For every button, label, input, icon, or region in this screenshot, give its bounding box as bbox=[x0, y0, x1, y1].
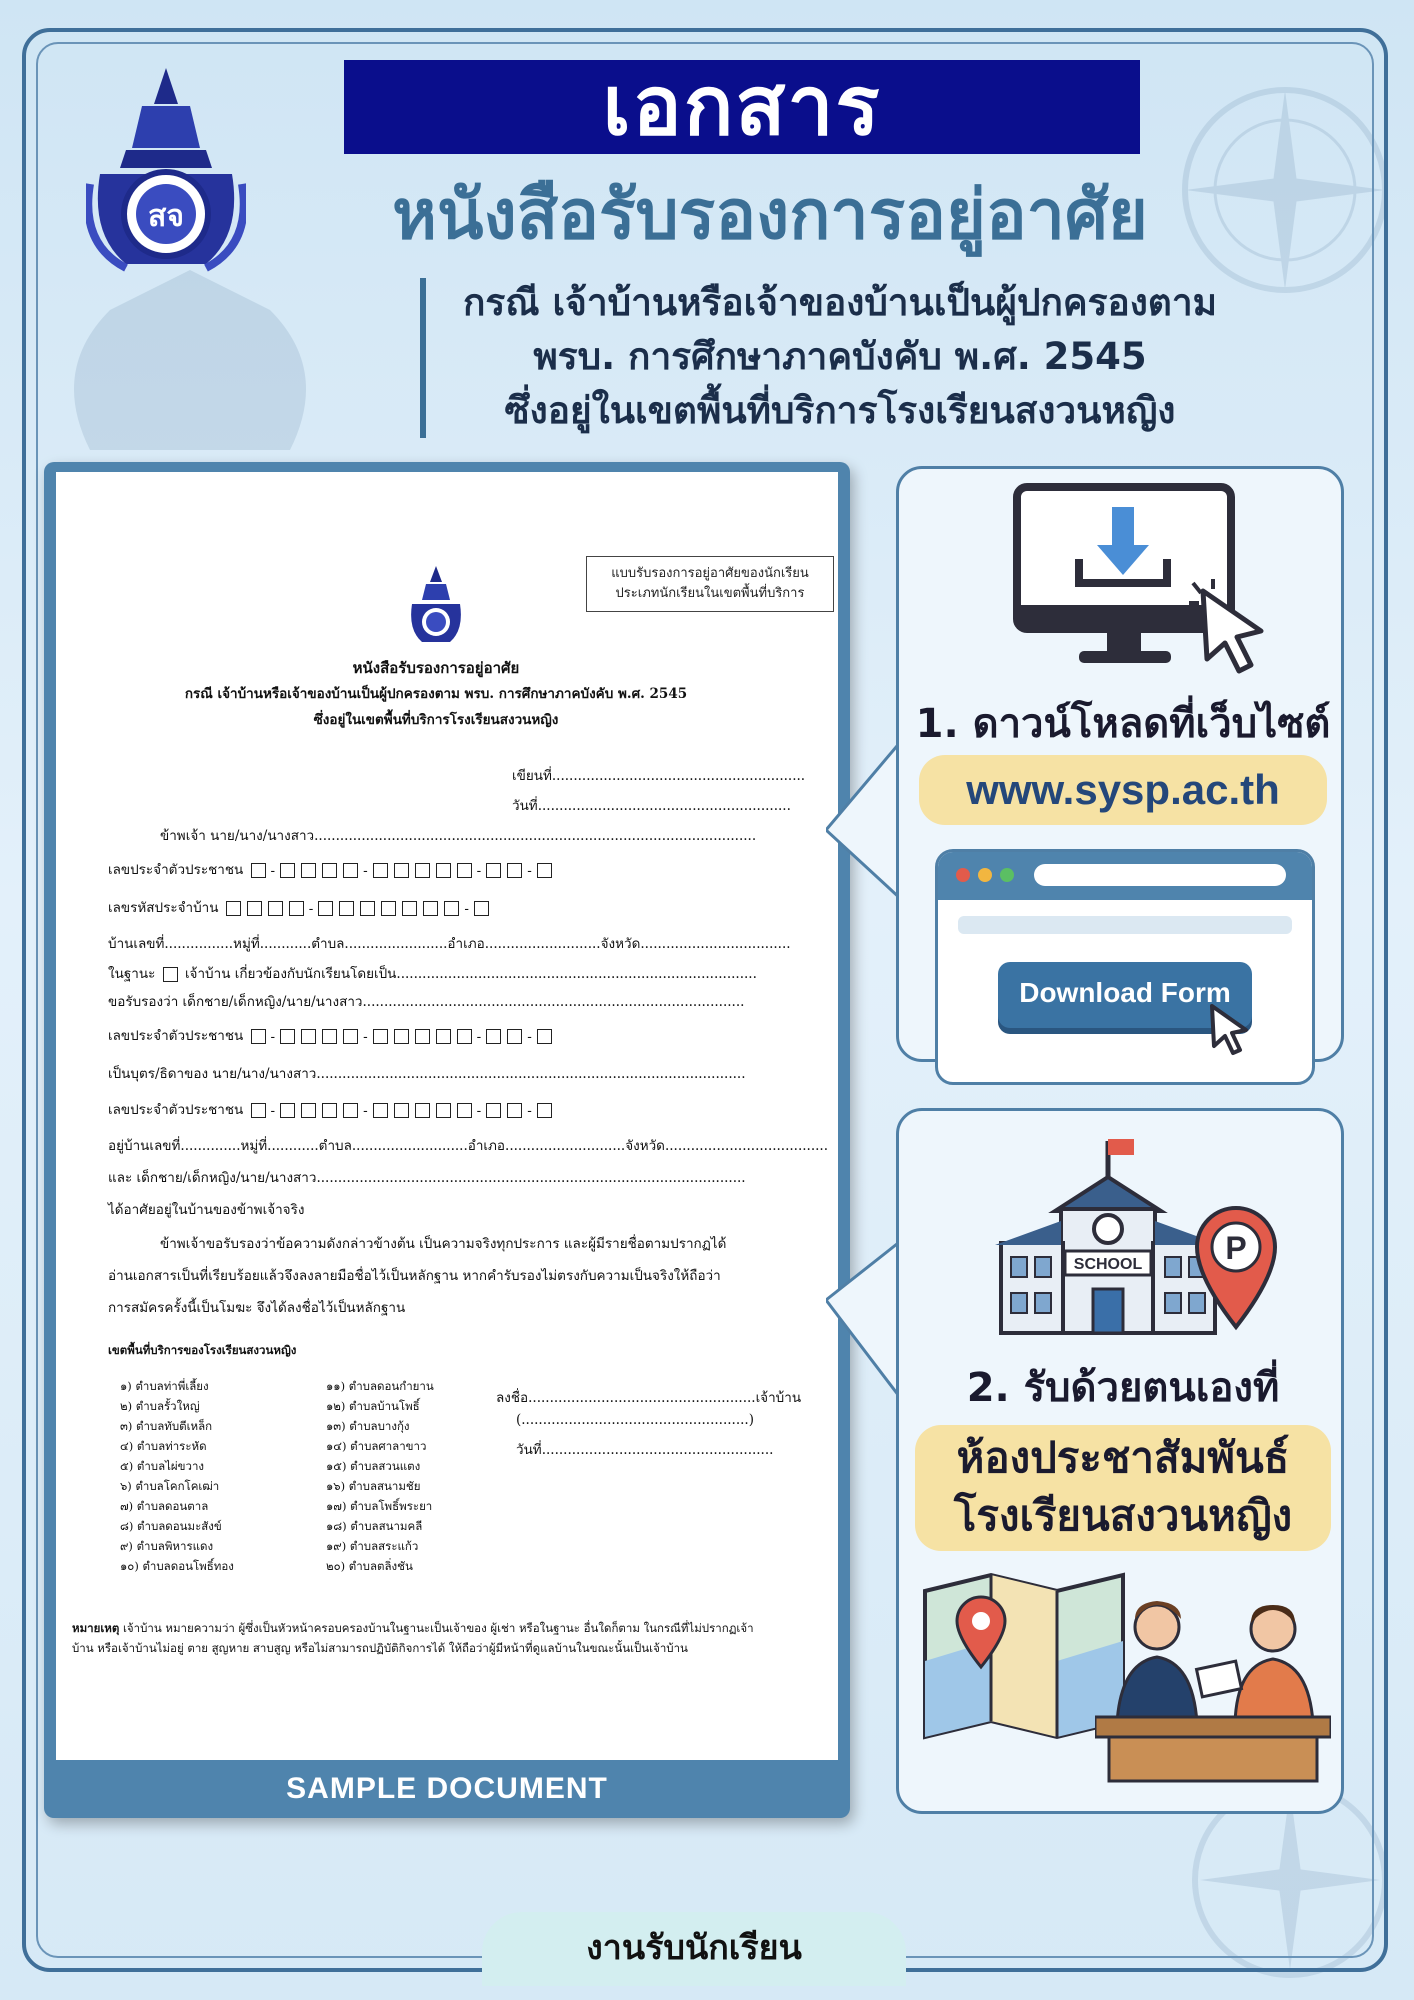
note-label: หมายเหตุ bbox=[72, 1621, 120, 1635]
list-item: ๒) ตำบลรั้วใหญ่ bbox=[120, 1399, 200, 1413]
id-number-row: เลขประจำตัวประชาชน - - - - bbox=[108, 858, 555, 880]
document-title: หนังสือรับรองการอยู่อาศัย bbox=[352, 659, 520, 677]
list-item: ๓) ตำบลทับตีเหล็ก bbox=[120, 1419, 213, 1433]
sample-document bbox=[44, 462, 850, 1818]
document-subtitle: กรณี เจ้าบ้านหรือเจ้าของบ้านเป็นผู้ปกครองตาม พรบ. การศึกษาภาคบังคับ พ.ศ. 2545 bbox=[184, 686, 688, 702]
window-dot-icon bbox=[978, 868, 992, 882]
list-item: ๑๒) ตำบลบ้านโพธิ์ bbox=[326, 1399, 420, 1413]
statement-line: การสมัครครั้งนี้เป็นโมฆะ จึงได้ลงชื่อไว้เป็นหลักฐาน bbox=[108, 1300, 406, 1316]
window-dot-icon bbox=[956, 868, 970, 882]
callout-pointer-2 bbox=[826, 1240, 902, 1400]
statement-line: อ่านเอกสารเป็นที่เรียบร้อยแล้วจึงลงลายมือชื่อไว้เป็นหลักฐาน หากคำรับรองไม่ตรงกับความเป็นจริงให้ถือว่า bbox=[108, 1268, 721, 1284]
browser-window-illustration bbox=[935, 849, 1315, 1085]
document-logo-icon bbox=[406, 564, 466, 644]
address-field: บ้านเลขที่................หมู่ที่............ตำบล........................อำเภอ...........................จังหวัด................................... bbox=[108, 936, 791, 952]
school-logo-icon bbox=[86, 64, 246, 274]
cursor-icon bbox=[1206, 1002, 1256, 1058]
subtitle-line: พรบ. การศึกษาภาคบังคับ พ.ศ. 2545 bbox=[533, 335, 1147, 378]
and-child-field: และ เด็กชาย/เด็กหญิง/นาย/นางสาว.................................................................................................... bbox=[108, 1170, 746, 1186]
id-label: เลขประจำตัวประชาชน bbox=[108, 1102, 244, 1118]
list-item: ๔) ตำบลท่าระหัด bbox=[120, 1439, 207, 1453]
parent-id-row: เลขประจำตัวประชาชน - - - - bbox=[108, 1098, 555, 1120]
subtitle bbox=[440, 276, 1240, 438]
signature-date-line: วันที่...................................................... bbox=[516, 1442, 774, 1458]
address-bar bbox=[1034, 864, 1286, 886]
list-item: ๗) ตำบลดอนตาล bbox=[120, 1499, 209, 1513]
id-label: เลขประจำตัวประชาชน bbox=[108, 862, 244, 878]
areas-column-left bbox=[120, 1376, 300, 1573]
footer-label: งานรับนักเรียน bbox=[586, 1928, 802, 1968]
school-building-icon bbox=[995, 1131, 1221, 1341]
website-link[interactable]: www.sysp.ac.th bbox=[919, 755, 1327, 825]
pickup-location bbox=[915, 1425, 1331, 1551]
list-item: ๕) ตำบลไผ่ขวาง bbox=[120, 1459, 205, 1473]
status-text: เจ้าบ้าน เกี่ยวข้องกับนักเรียนโดยเป็น.................................................................................... bbox=[184, 966, 757, 982]
residence-statement: ได้อาศัยอยู่ในบ้านของข้าพเจ้าจริง bbox=[108, 1202, 305, 1218]
child-of-field: เป็นบุตร/ธิดาของ นาย/นาง/นางสาว.................................................................................................... bbox=[108, 1066, 746, 1082]
form-type-line: แบบรับรองการอยู่อาศัยของนักเรียน bbox=[611, 566, 809, 581]
step1-title: 1. ดาวน์โหลดที่เว็บไซต์ bbox=[915, 701, 1331, 747]
callout-pointer-1 bbox=[826, 740, 902, 900]
list-item: ๑๔) ตำบลศาลาขาว bbox=[326, 1439, 427, 1453]
list-item: ๑๓) ตำบลบางกุ้ง bbox=[326, 1419, 410, 1433]
download-form-button[interactable]: Download Form bbox=[998, 962, 1252, 1028]
status-row bbox=[108, 962, 757, 984]
written-at-field: เขียนที่........................................................... bbox=[512, 768, 806, 784]
step2-panel bbox=[896, 1108, 1344, 1814]
svg-text:สจ: สจ bbox=[148, 199, 184, 234]
document-sheet bbox=[56, 472, 838, 1760]
note-line bbox=[72, 1620, 754, 1638]
step2-title: 2. รับด้วยตนเองที่ bbox=[966, 1365, 1280, 1411]
people-desk-icon bbox=[1095, 1593, 1331, 1783]
list-item: ๑๘) ตำบลสนามคลี bbox=[326, 1519, 423, 1533]
document-subtitle: ซึ่งอยู่ในเขตพื้นที่บริการโรงเรียนสงวนหญิง bbox=[313, 712, 559, 728]
list-item: ๑) ตำบลท่าพี่เลี้ยง bbox=[120, 1379, 209, 1393]
step1-panel bbox=[896, 466, 1344, 1062]
list-item: ๑๙) ตำบลสระแก้ว bbox=[326, 1539, 419, 1553]
status-label: ในฐานะ bbox=[108, 966, 156, 982]
window-dot-icon bbox=[1000, 868, 1014, 882]
list-item: ๒๐) ตำบลตลิ่งชัน bbox=[326, 1559, 413, 1573]
list-item: ๑๐) ตำบลดอนโพธิ์ทอง bbox=[120, 1559, 234, 1573]
browser-toolbar bbox=[938, 852, 1312, 900]
list-item: ๙) ตำบลพิหารแดง bbox=[120, 1539, 214, 1553]
date-field: วันที่........................................................... bbox=[512, 798, 791, 814]
pickup-location-line: ห้องประชาสัมพันธ์ bbox=[956, 1433, 1290, 1482]
form-type-line: ประเภทนักเรียนในเขตพื้นที่บริการ bbox=[615, 586, 805, 601]
subtitle-line: ซึ่งอยู่ในเขตพื้นที่บริการโรงเรียนสงวนหญิง bbox=[504, 389, 1176, 432]
pickup-location-line: โรงเรียนสงวนหญิง bbox=[953, 1491, 1293, 1540]
page-title: หนังสือรับรองการอยู่อาศัย bbox=[392, 176, 1148, 255]
header-banner: เอกสาร bbox=[344, 60, 1140, 154]
form-type-box bbox=[586, 556, 834, 612]
house-code-label: เลขรหัสประจำบ้าน bbox=[108, 900, 219, 916]
residence-field: อยู่บ้านเลขที่..............หมู่ที่............ตำบล...........................อำเภอ............................จังหวัด...................................... bbox=[108, 1138, 829, 1154]
list-item: ๖) ตำบลโคกโคเฒ่า bbox=[120, 1479, 220, 1493]
subtitle-line: กรณี เจ้าบ้านหรือเจ้าของบ้านเป็นผู้ปกครองตาม bbox=[463, 281, 1217, 324]
pin-letter: P bbox=[1225, 1230, 1247, 1266]
statement-line: ข้าพเจ้าขอรับรองว่าข้อความดังกล่าวข้างต้น เป็นความจริงทุกประการ และผู้มีรายชื่อตามปรากฏได้ bbox=[160, 1236, 727, 1252]
subtitle-divider bbox=[420, 278, 426, 438]
note-text: เจ้าบ้าน หมายความว่า ผู้ซึ่งเป็นหัวหน้าครอบครองบ้านในฐานะเป็นเจ้าของ ผู้เช่า หรือในฐานะ อื่นใดก็ตาม ในกรณีที่ไม่ปรากฏเจ้า bbox=[119, 1621, 754, 1635]
list-item: ๘) ตำบลดอนมะสังข์ bbox=[120, 1519, 222, 1533]
list-item: ๑๖) ตำบลสนามชัย bbox=[326, 1479, 421, 1493]
sample-document-label: SAMPLE DOCUMENT bbox=[286, 1772, 608, 1805]
signature-line: ลงชื่อ.....................................................เจ้าบ้าน bbox=[496, 1390, 802, 1406]
list-item: ๑๑) ตำบลดอนกำยาน bbox=[326, 1379, 434, 1393]
list-item: ๑๗) ตำบลโพธิ์พระยา bbox=[326, 1499, 433, 1513]
certify-field: ขอรับรองว่า เด็กชาย/เด็กหญิง/นาย/นางสาว......................................................................................... bbox=[108, 994, 745, 1010]
id-label: เลขประจำตัวประชาชน bbox=[108, 1028, 244, 1044]
cursor-icon bbox=[1189, 579, 1279, 679]
content-line bbox=[958, 916, 1292, 934]
areas-column-right bbox=[326, 1376, 506, 1573]
house-code-row: เลขรหัสประจำบ้าน - - bbox=[108, 896, 492, 918]
child-id-row: เลขประจำตัวประชาชน - - - - bbox=[108, 1024, 555, 1046]
list-item: ๑๕) ตำบลสวนแตง bbox=[326, 1459, 421, 1473]
note-line: บ้าน หรือเจ้าบ้านไม่อยู่ ตาย สูญหาย สาบสูญ หรือไม่สามารถปฏิบัติกิจการได้ ให้ถือว่าผู้มีหน้าที่ดูแลบ้านในขณะนั้นเป็นเจ้าบ้าน bbox=[72, 1641, 688, 1655]
name-field: ข้าพเจ้า นาย/นาง/นางสาว....................................................................................................... bbox=[160, 828, 757, 844]
school-sign: SCHOOL bbox=[1073, 1256, 1143, 1273]
map-pin-icon bbox=[1191, 1201, 1281, 1331]
signature-name-line: (.....................................................) bbox=[516, 1412, 754, 1428]
service-areas-title: เขตพื้นที่บริการของโรงเรียนสงวนหญิง bbox=[108, 1343, 297, 1357]
